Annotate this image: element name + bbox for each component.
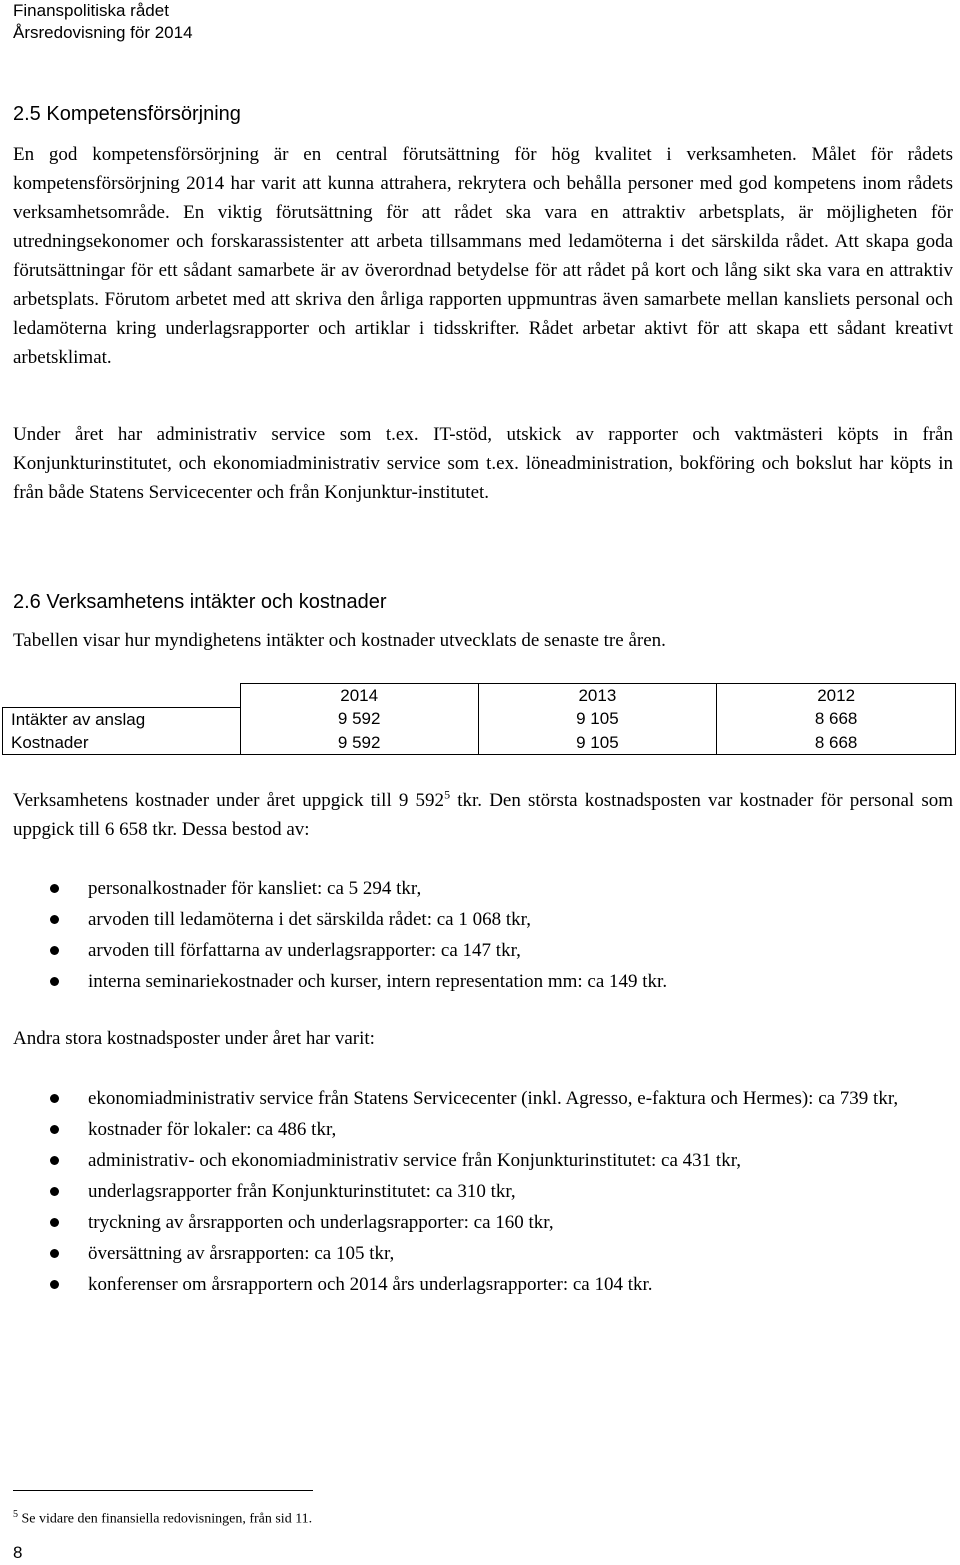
personnel-cost-list bbox=[0, 873, 955, 997]
footnote-mark: 5 bbox=[13, 1509, 18, 1520]
table-cell: 9 592 bbox=[240, 731, 478, 755]
paragraph-other-costs: Andra stora kostnadsposter under året har varit: bbox=[13, 1028, 375, 1049]
bullet-icon bbox=[50, 1094, 59, 1103]
table-cell: 8 668 bbox=[717, 731, 956, 755]
list-item: administrativ- och ekonomiadministrativ service från Konjunkturinstitutet: ca 431 tkr, bbox=[0, 1145, 955, 1176]
bullet-icon bbox=[50, 915, 59, 924]
bullet-icon bbox=[50, 1280, 59, 1289]
list-item: konferenser om årsrapportern och 2014 års underlagsrapporter: ca 104 tkr. bbox=[0, 1269, 955, 1300]
other-cost-list bbox=[0, 1083, 955, 1300]
bullet-icon bbox=[50, 946, 59, 955]
footnote-reference: 5 bbox=[444, 787, 451, 802]
table-cell: 9 105 bbox=[478, 731, 717, 755]
table-corner-cell bbox=[3, 684, 241, 708]
table-row bbox=[3, 731, 956, 755]
bullet-icon bbox=[50, 1156, 59, 1165]
year-header: 2013 bbox=[478, 684, 717, 708]
list-item: tryckning av årsrapporten och underlagsrapporter: ca 160 tkr, bbox=[0, 1207, 955, 1238]
table-cell: 9 105 bbox=[478, 707, 717, 731]
year-header: 2012 bbox=[717, 684, 956, 708]
row-label: Kostnader bbox=[3, 731, 241, 755]
table-cell: 9 592 bbox=[240, 707, 478, 731]
header-org: Finanspolitiska rådet bbox=[13, 1, 169, 20]
bullet-icon bbox=[50, 1125, 59, 1134]
table-header-row bbox=[3, 684, 956, 708]
costs-text-end: tkr. Den största kostnadsposten var kostnader för personal som uppgick till 6 658 tkr. Dessa bestod av: bbox=[13, 790, 953, 840]
page-header bbox=[13, 0, 193, 44]
table-cell: 8 668 bbox=[717, 707, 956, 731]
section-heading-2-5: 2.5 Kompetensförsörjning bbox=[13, 103, 241, 125]
paragraph-competence: En god kompetensförsörjning är en central förutsättning för hög kvalitet i verksamheten. Målet för rådets kompetensförsörjning 2014 har varit att kunna attrahera, rekrytera och behålla personer med god kompetens inom rådets verksamhetsområde. En viktig förutsättning för att rådet ska vara en attraktiv arbetsplats, är möjligheten för utredningsekonomer och forskarassistenter att arbeta tillsammans med ledamöterna i det särskilda rådet. Att skapa goda förutsättningar för ett sådant samarbete är av överordnad betydelse för att rådet på kort och lång sikt ska vara en attraktiv arbetsplats. Förutom arbetet med att skriva den årliga rapporten uppmuntras även samarbete mellan kansliets personal och ledamöterna kring underlagsrapporter och artiklar i tidsskrifter. Rådet arbetar aktivt för att skapa ett sådant kreativt arbetsklimat. bbox=[13, 144, 953, 368]
paragraph-admin-service: Under året har administrativ service som t.ex. IT-stöd, utskick av rapporter och vaktmästeri köpts in från Konjunkturinstitutet, och ekonomiadministrativ service som t.ex. löneadministration, bokföring och bokslut har köpts in från både Statens Servicecenter och från Konjunktur-institutet. bbox=[13, 424, 953, 503]
year-header: 2014 bbox=[240, 684, 478, 708]
list-item: kostnader för lokaler: ca 486 tkr, bbox=[0, 1114, 955, 1145]
footnote-text: Se vidare den finansiella redovisningen, från sid 11. bbox=[18, 1511, 313, 1527]
section-heading-2-6: 2.6 Verksamhetens intäkter och kostnader bbox=[13, 591, 387, 613]
bullet-icon bbox=[50, 977, 59, 986]
list-item: interna seminariekostnader och kurser, intern representation mm: ca 149 tkr. bbox=[0, 966, 955, 997]
paragraph-costs bbox=[13, 786, 953, 844]
list-item: personalkostnader för kansliet: ca 5 294 tkr, bbox=[0, 873, 955, 904]
bullet-icon bbox=[50, 1187, 59, 1196]
bullet-icon bbox=[50, 884, 59, 893]
income-cost-table bbox=[2, 683, 956, 755]
list-item: översättning av årsrapporten: ca 105 tkr, bbox=[0, 1238, 955, 1269]
footnote bbox=[13, 1506, 312, 1529]
list-item: arvoden till ledamöterna i det särskilda rådet: ca 1 068 tkr, bbox=[0, 904, 955, 935]
table-row bbox=[3, 707, 956, 731]
footnote-divider bbox=[13, 1490, 313, 1491]
bullet-icon bbox=[50, 1249, 59, 1258]
header-doc-title: Årsredovisning för 2014 bbox=[13, 23, 193, 42]
list-item: underlagsrapporter från Konjunkturinstitutet: ca 310 tkr, bbox=[0, 1176, 955, 1207]
list-item: arvoden till författarna av underlagsrapporter: ca 147 tkr, bbox=[0, 935, 955, 966]
costs-text-start: Verksamhetens kostnader under året uppgick till 9 592 bbox=[13, 790, 445, 811]
list-item: ekonomiadministrativ service från Statens Servicecenter (inkl. Agresso, e-faktura och Hermes): ca 739 tkr, bbox=[0, 1083, 955, 1114]
bullet-icon bbox=[50, 1218, 59, 1227]
table-intro: Tabellen visar hur myndighetens intäkter och kostnader utvecklats de senaste tre åren. bbox=[13, 630, 666, 651]
row-label: Intäkter av anslag bbox=[3, 707, 241, 731]
page-number: 8 bbox=[13, 1543, 23, 1562]
